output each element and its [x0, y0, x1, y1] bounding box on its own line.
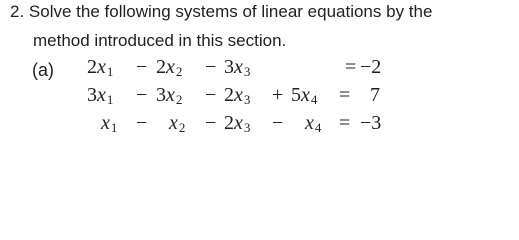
- term-3-1: $x_1$: [101, 112, 118, 135]
- equals-3: =: [339, 112, 351, 134]
- rhs-3: −3: [360, 112, 382, 134]
- term-3-3: $2x_3$: [224, 112, 251, 135]
- rhs-1: −2: [360, 56, 382, 78]
- problem-number: 2.: [10, 2, 25, 21]
- term-3-2: $x_2$: [169, 112, 186, 135]
- term-1-1: $2x_1$: [87, 56, 114, 79]
- operator-1-1: −: [136, 56, 148, 78]
- prompt-text-1: Solve the following systems of linear equations by the: [28, 2, 433, 21]
- operator-3-2: −: [205, 112, 217, 134]
- operator-2-3: +: [272, 84, 284, 106]
- operator-2-1: −: [136, 84, 148, 106]
- operator-3-3: −: [272, 112, 284, 134]
- part-label: (a): [32, 60, 54, 80]
- term-1-3: $3x_3$: [224, 56, 251, 79]
- term-3-4: $x_4$: [305, 112, 322, 135]
- term-2-2: $3x_2$: [156, 84, 183, 107]
- problem-prompt-line-1: [10, 2, 432, 22]
- term-2-3: $2x_3$: [224, 84, 251, 107]
- operator-1-2: −: [205, 56, 217, 78]
- equals-1: =: [345, 56, 357, 78]
- term-2-4: $5x_4$: [291, 84, 318, 107]
- equals-2: =: [339, 84, 351, 106]
- term-1-2: $2x_2$: [156, 56, 183, 79]
- operator-3-1: −: [136, 112, 148, 134]
- rhs-2: 7: [370, 84, 380, 106]
- operator-2-2: −: [205, 84, 217, 106]
- term-2-1: $3x_1$: [87, 84, 114, 107]
- problem-prompt-line-2: method introduced in this section.: [33, 31, 287, 50]
